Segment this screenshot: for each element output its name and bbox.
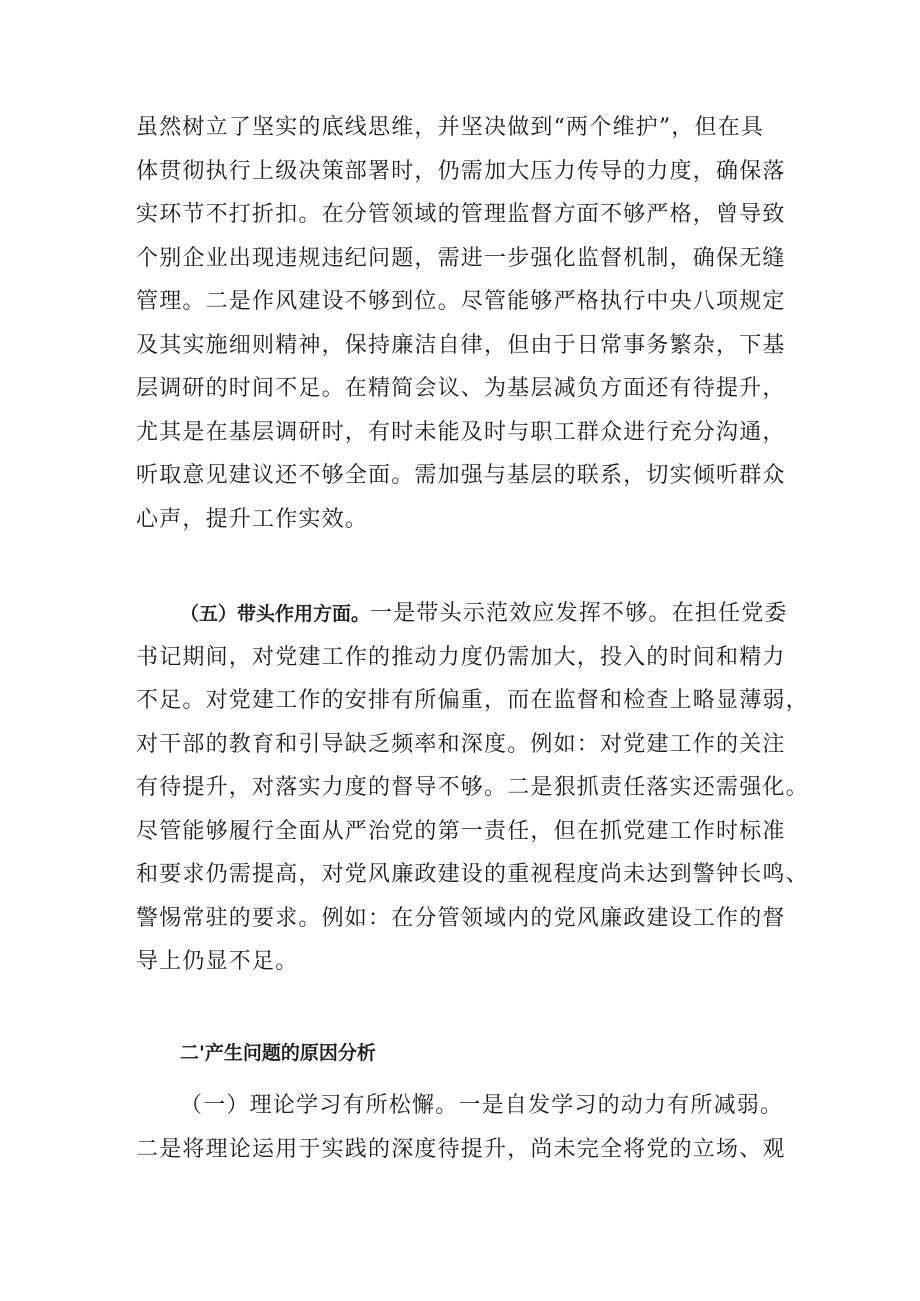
text-line: 警惕常驻的要求。例如：在分管领域内的党风廉政建设工作的督 bbox=[136, 905, 786, 931]
text-line: 尤其是在基层调研时，有时未能及时与职工群众进行充分沟通， bbox=[136, 419, 786, 445]
text-line: 导上仍显不足。 bbox=[136, 949, 299, 974]
text-line: 有待提升，对落实力度的督导不够。二是狠抓责任落实还需强化。 bbox=[136, 775, 809, 800]
text-line: 实环节不打折扣。在分管领域的管理监督方面不够严格，曾导致 bbox=[136, 202, 786, 227]
section-five-first-line-text: 一是带头示范效应发挥不够。在担任党委 bbox=[370, 601, 788, 626]
text-line: 管理。二是作风建设不够到位。尽管能够严格执行中央八项规定 bbox=[136, 289, 786, 314]
text-line: 个别企业出现违规违纪问题，需进一步强化监督机制，确保无缝 bbox=[136, 245, 786, 271]
section-five-heading: （五）带头作用方面。 bbox=[180, 603, 371, 625]
text-line: 和要求仍需提高，对党风廉政建设的重视程度尚未达到警钟长鸣、 bbox=[136, 862, 809, 887]
text-line: （一）理论学习有所松懈。一是自发学习的动力有所减弱。 bbox=[180, 1093, 784, 1118]
section-five-first-line bbox=[136, 592, 796, 636]
text-line: 不足。对党建工作的安排有所偏重，而在监督和检查上略显薄弱， bbox=[136, 688, 809, 713]
cause-one-paragraph bbox=[136, 1084, 796, 1171]
text-line: 听取意见建议还不够全面。需加强与基层的联系，切实倾听群众 bbox=[136, 463, 786, 488]
text-line: 心声，提升工作实效。 bbox=[136, 506, 369, 532]
text-line: 尽管能够履行全面从严治党的第一责任，但在抓党建工作时标准 bbox=[136, 818, 786, 844]
text-line: 层调研的时间不足。在精简会议、为基层减负方面还有待提升， bbox=[136, 376, 786, 401]
text-line: 书记期间，对党建工作的推动力度仍需加大，投入的时间和精力 bbox=[136, 644, 786, 670]
section-five-paragraph bbox=[136, 592, 809, 984]
section-two-heading: 二'产生问题的原因分析 bbox=[180, 1042, 376, 1064]
text-line: 二是将理论运用于实践的深度待提升，尚未完全将党的立场、观 bbox=[136, 1136, 786, 1162]
paragraph-continuation bbox=[136, 106, 796, 541]
text-line: 虽然树立了坚实的底线思维，并坚决做到“两个维护”，但在具 bbox=[136, 115, 765, 140]
text-line: 对干部的教育和引导缺乏频率和深度。例如：对党建工作的关注 bbox=[136, 731, 786, 757]
text-line: 体贯彻执行上级决策部署时，仍需加大压力传导的力度，确保落 bbox=[136, 158, 786, 184]
text-line: 及其实施细则精神，保持廉洁自律，但由于日常事务繁杂，下基 bbox=[136, 332, 786, 358]
